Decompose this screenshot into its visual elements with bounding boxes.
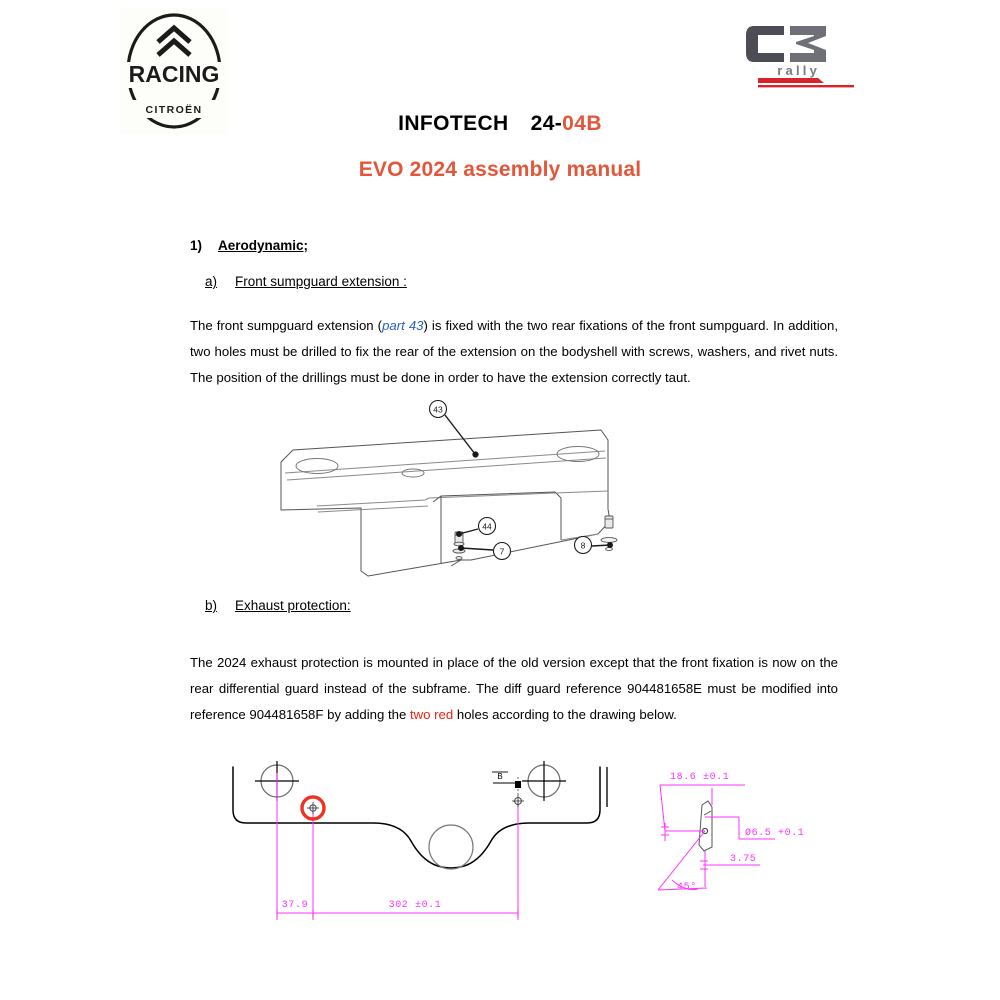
- subsection-letter-a: a): [205, 274, 218, 289]
- sumpguard-extension-drawing: [265, 388, 755, 578]
- subsection-title-a: Front sumpguard extension :: [235, 274, 407, 289]
- dimension-3-75: 3.75: [730, 854, 757, 865]
- dimension-diameter-6-5: Ø6.5 +0.1: [745, 828, 805, 839]
- page-title-code-highlight: 04B: [562, 112, 602, 135]
- detail-view: [658, 772, 804, 893]
- page-title: [0, 112, 1000, 136]
- datum-label-b: B: [497, 772, 503, 781]
- citroen-logo-word-racing: RACING: [128, 61, 220, 87]
- page-title-infotech: INFOTECH: [398, 112, 509, 135]
- subsection-heading-front-sumpguard: [205, 274, 407, 289]
- callout-43-label: 43: [433, 404, 443, 415]
- subsection-title-b: Exhaust protection:: [235, 598, 351, 613]
- subsection-letter-b: b): [205, 598, 218, 613]
- dimension-302: 302 ±0.1: [388, 900, 442, 911]
- section-number: 1): [190, 238, 203, 253]
- callout-8-label: 8: [580, 540, 586, 551]
- c3-logo-letter-c: [746, 26, 784, 62]
- diff-guard-profile: [233, 767, 600, 868]
- paragraph-front-sumpguard: [190, 313, 838, 391]
- callout-44-label: 44: [482, 521, 492, 532]
- callout-7-label: 7: [499, 546, 505, 557]
- section-heading-aerodynamic: [190, 238, 308, 253]
- page-title-code: 24-: [530, 112, 563, 135]
- paragraph-a-text-1: The front sumpguard extension (: [190, 318, 383, 333]
- c3-logo-letter-3: [790, 26, 826, 62]
- diff-guard-center-hole: [429, 825, 473, 869]
- callout-8: [575, 537, 592, 554]
- dimension-37-9: 37.9: [281, 900, 309, 911]
- callout-7: [494, 543, 511, 560]
- paragraph-a-part-link: part 43: [382, 318, 424, 333]
- paragraph-b-text-2: holes according to the drawing below.: [453, 707, 677, 722]
- c3-logo-word-rally: rally: [777, 63, 820, 78]
- callout-44: [479, 518, 496, 535]
- diff-guard-cad-drawing: [215, 755, 835, 950]
- paragraph-exhaust-protection: [190, 650, 838, 728]
- page-subtitle: EVO 2024 assembly manual: [358, 158, 642, 181]
- citroen-logo-word-citroen: CITROËN: [145, 104, 203, 116]
- dimension-angle-45: 45°: [677, 882, 697, 893]
- callout-43: [430, 401, 447, 418]
- dimension-18-6: 18.6 ±0.1: [670, 772, 730, 783]
- c3-logo-red-stripe: [758, 78, 854, 87]
- paragraph-b-text-1: The 2024 exhaust protection is mounted in place of the old version except that the front fixation is now on the rear differential guard instead of the subframe. The diff guard reference 904481658E must be modified into reference 904481658F by adding the: [190, 655, 838, 722]
- section-title: Aerodynamic;: [218, 238, 309, 253]
- datum-marker-b: [492, 772, 521, 788]
- c3-rally-logo: [740, 18, 870, 88]
- subsection-heading-exhaust-protection: [205, 598, 351, 613]
- existing-hole-right: [522, 761, 566, 801]
- paragraph-a-text-2: ) is fixed with the two rear fixations of the front sumpguard. In addition, two holes must be drilled to fix the rear of the extension on the bodyshell with screws, washers, and rivet nuts. The position of the drillings must be done in order to have the extension correctly taut.: [190, 318, 838, 385]
- paragraph-b-highlight: two red: [409, 707, 454, 722]
